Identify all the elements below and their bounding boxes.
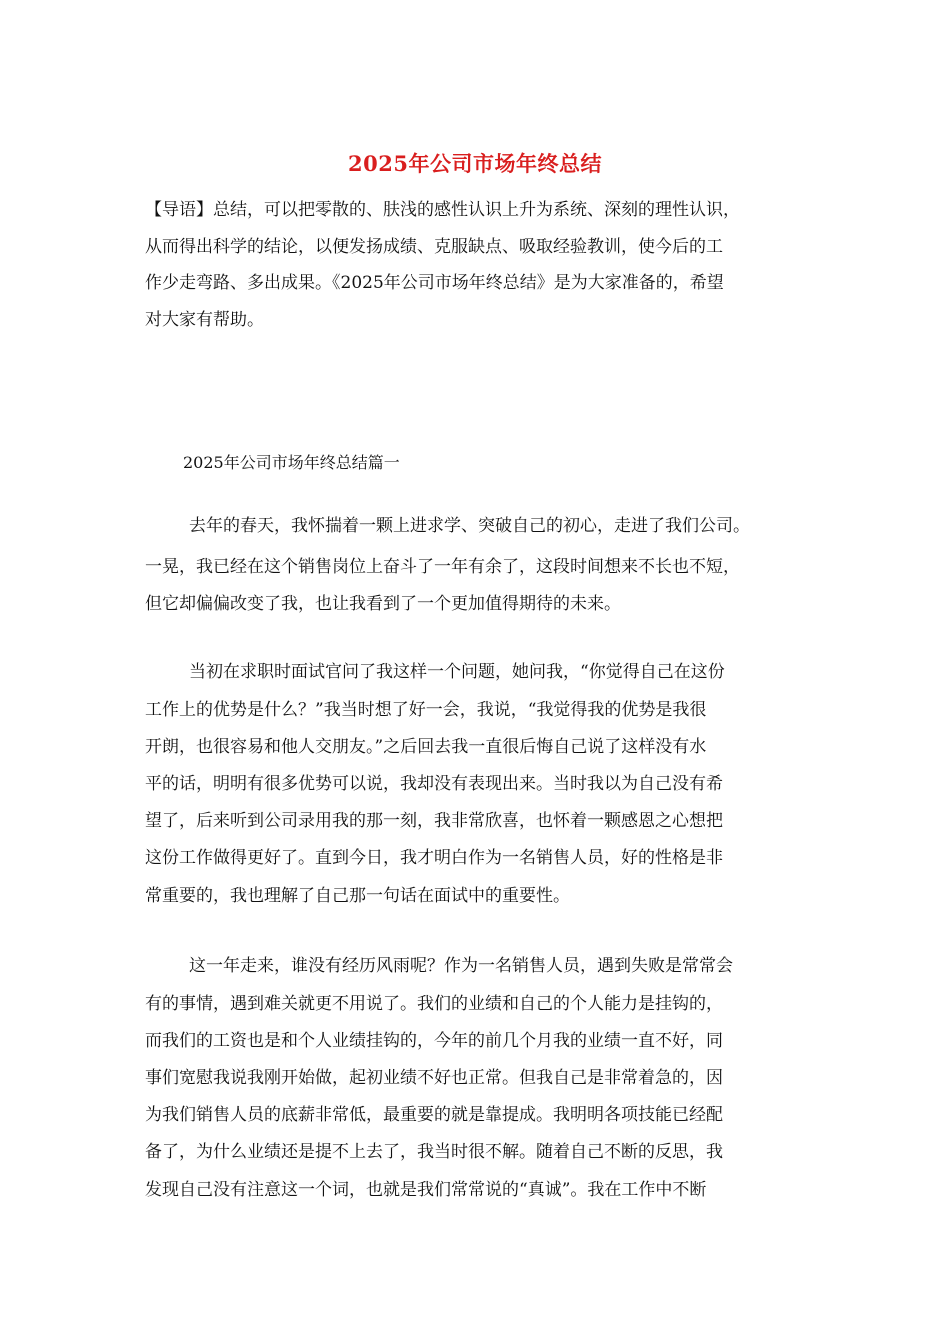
page-title: 2025年公司市场年终总结: [348, 151, 602, 176]
paragraph-line: 这份工作做得更好了。直到今日，我才明白作为一名销售人员，好的性格是非: [145, 848, 723, 868]
paragraph-line: 一晃，我已经在这个销售岗位上奋斗了一年有余了，这段时间想来不长也不短，: [145, 557, 740, 577]
paragraph-line: 望了，后来听到公司录用我的那一刻，我非常欣喜，也怀着一颗感恩之心想把: [145, 811, 723, 831]
intro-line: 对大家有帮助。: [145, 310, 264, 330]
paragraph-line: 事们宽慰我说我刚开始做，起初业绩不好也正常。但我自己是非常着急的，因: [145, 1068, 723, 1088]
paragraph-line: 去年的春天，我怀揣着一颗上进求学、突破自己的初心，走进了我们公司。: [189, 516, 750, 536]
paragraph-line: 常重要的，我也理解了自己那一句话在面试中的重要性。: [145, 886, 570, 906]
paragraph-line: 为我们销售人员的底薪非常低，最重要的就是靠提成。我明明各项技能已经配: [145, 1105, 723, 1125]
section-title: 2025年公司市场年终总结篇一: [183, 453, 400, 472]
paragraph-line: 开朗，也很容易和他人交朋友。”之后回去我一直很后悔自己说了这样没有水: [145, 737, 707, 757]
paragraph-line: 有的事情，遇到难关就更不用说了。我们的业绩和自己的个人能力是挂钩的，: [145, 994, 723, 1014]
intro-line: 从而得出科学的结论，以便发扬成绩、克服缺点、吸取经验教训，使今后的工: [145, 237, 723, 257]
paragraph-line: 而我们的工资也是和个人业绩挂钩的，今年的前几个月我的业绩一直不好，同: [145, 1031, 723, 1051]
intro-line: 作少走弯路、多出成果。《2025年公司市场年终总结》是为大家准备的，希望: [145, 273, 724, 293]
intro-line: 【导语】总结，可以把零散的、肤浅的感性认识上升为系统、深刻的理性认识，: [145, 200, 740, 220]
paragraph-line: 这一年走来，谁没有经历风雨呢？作为一名销售人员，遇到失败是常常会: [189, 956, 733, 976]
paragraph-line: 平的话，明明有很多优势可以说，我却没有表现出来。当时我以为自己没有希: [145, 774, 723, 794]
paragraph-line: 当初在求职时面试官问了我这样一个问题，她问我，“你觉得自己在这份: [189, 662, 725, 682]
paragraph-line: 工作上的优势是什么？”我当时想了好一会，我说，“我觉得我的优势是我很: [145, 700, 707, 720]
paragraph-line: 但它却偏偏改变了我，也让我看到了一个更加值得期待的未来。: [145, 594, 621, 614]
paragraph-line: 发现自己没有注意这一个词，也就是我们常常说的“真诚”。我在工作中不断: [145, 1180, 707, 1200]
paragraph-line: 备了，为什么业绩还是提不上去了，我当时很不解。随着自己不断的反思，我: [145, 1142, 723, 1162]
